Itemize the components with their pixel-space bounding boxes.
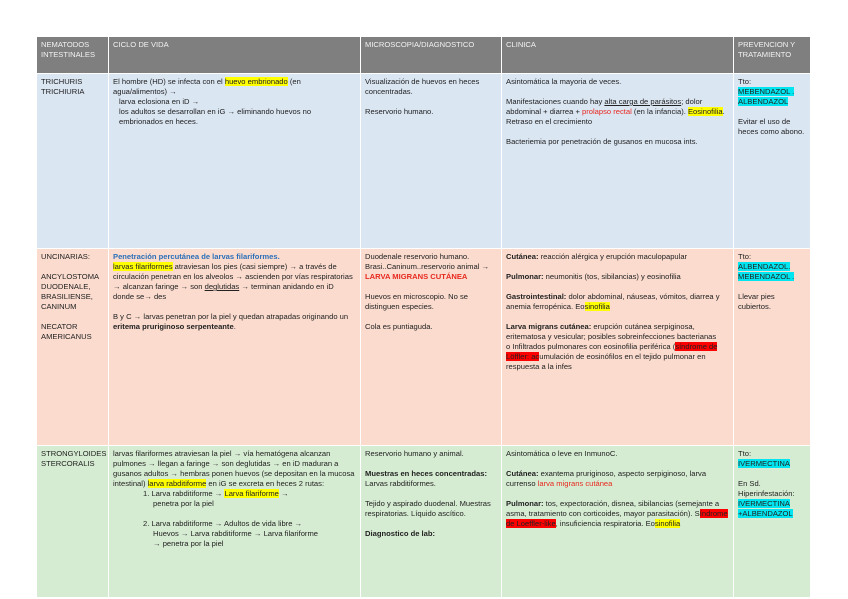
header-prevencion: PREVENCION Y TRATAMIENTO <box>734 37 811 74</box>
header-clinica: CLINICA <box>502 37 734 74</box>
cell-micro: Reservorio humano y animal. Muestras en heces concentradas: Larvas rabditiformes. Tejido y aspirado duodenal. Muestras respiratorias. Líquido ascítico. Diagnostico de lab: <box>361 446 502 598</box>
cell-cycle: El hombre (HD) se infecta con el huevo embrionado (en agua/alimentos) → larva eclosiona en iD → los adultos se desarrollan en iG → eliminando huevos no embrionados en heces. <box>109 74 361 249</box>
cell-name: UNCINARIAS: ANCYLOSTOMA DUODENALE, BRASILIENSE, CANINUM NECATOR AMERICANUS <box>37 249 109 446</box>
cell-prev: Tto: ALBENDAZOL. MEBENDAZOL . Llevar pies cubiertos. <box>734 249 811 446</box>
cell-prev: Tto: MEBENDAZOL . ALBENDAZOL Evitar el uso de heces como abono. <box>734 74 811 249</box>
header-nematodos: NEMATODOS INTESTINALES <box>37 37 109 74</box>
cell-micro: Duodenale reservorio humano. Brasi..Caninum..reservorio animal → LARVA MIGRANS CUTÁNEA Huevos en microscopio. No se distinguen especies. Cola es puntiaguda. <box>361 249 502 446</box>
row-trichuris <box>37 74 811 249</box>
cell-name: TRICHURIS TRICHIURIA <box>37 74 109 249</box>
cell-cycle: Penetración percutánea de larvas filariformes. larvas filariformes atraviesan los pies (casi siempre) → a través de circulación penetran en los alveolos → ascienden por vías respiratorias → alcanzan faringe → son deglutidas → terminan anidando en iD donde se→ des B y C → larvas penetran por la piel y quedan atrapadas originando un eritema pruriginoso serpenteante. <box>109 249 361 446</box>
cell-clinic: Asintomática la mayoria de veces. Manifestaciones cuando hay alta carga de parásitos; dolor abdominal + diarrea + prolapso rectal (en la infancia). Eosinofilia. Retraso en el crecimiento Bacteriemia por penetración de gusanos en mucosa ints. <box>502 74 734 249</box>
cell-name: STRONGYLOIDES STERCORALIS <box>37 446 109 598</box>
cell-prev: Tto: IVERMECTINA En Sd. Hiperinfestación: IVERMECTINA +ALBENDAZOL <box>734 446 811 598</box>
nematodes-table <box>36 36 811 598</box>
cell-clinic: Asintomática o leve en InmunoC. Cutánea: exantema pruriginoso, aspecto serpiginoso, larva currenso larva migrans cutánea Pulmonar: tos, expectoración, disnea, sibilancias (semejante a asma, tratamiento con corticoides, mayor parasitación). Síndrome de Loeffler-like, insuficiencia respiratoria. Eosinofilia <box>502 446 734 598</box>
header-microscopia: MICROSCOPIA/DIAGNOSTICO <box>361 37 502 74</box>
cell-clinic: Cutánea: reacción alérgica y erupción maculopapular Pulmonar: neumonitis (tos, sibilancias) y eosinofilia Gastrointestinal: dolor abdominal, náuseas, vómitos, diarrea y anemia ferropénica. Eosinofilia Larva migrans cutánea: erupción cutánea serpiginosa, eritematosa y vesicular; posibles sobreinfecciones bacterianas o Infiltrados pulmonares con eosinofilia periférica (síndrome de Löffler: acumulación de eosinófilos en el tejido pulmonar en respuesta a la infes <box>502 249 734 446</box>
cell-micro: Visualización de huevos en heces concentradas. Reservorio humano. <box>361 74 502 249</box>
header-ciclo: CICLO DE VIDA <box>109 37 361 74</box>
header-row <box>37 37 811 74</box>
cell-cycle: larvas filariformes atraviesan la piel → vía hematógena alcanzan pulmones → llegan a faringe → son deglutidas → en iD maduran a gusanos adultos → hembras ponen huevos (se depositan en la mucosa intestinal) larva rabditiforme en iG se excreta en heces 2 rutas: 1. Larva rabditiforme → Larva filariforme → penetra por la piel 2. Larva rabditiforme → Adultos de vida libre → Huevos → Larva rabditiforme → Larva filariforme → penetra por la piel <box>109 446 361 598</box>
row-uncinarias <box>37 249 811 446</box>
row-strongyloides <box>37 446 811 598</box>
